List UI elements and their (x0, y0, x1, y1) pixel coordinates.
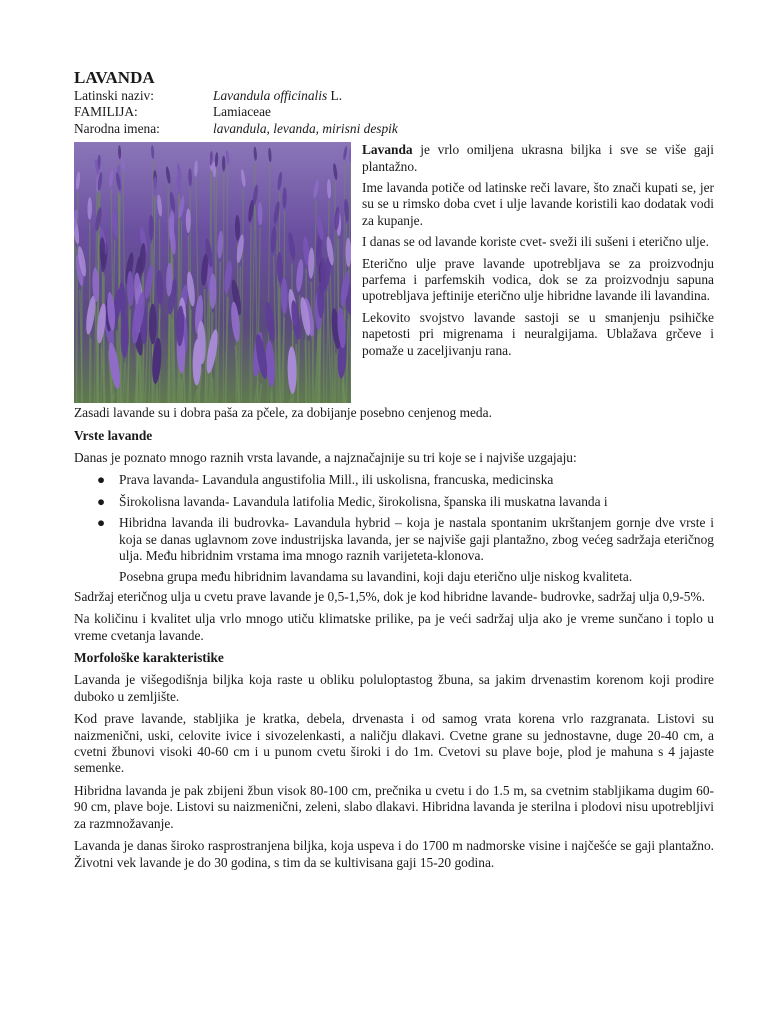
section-heading-types: Vrste lavande (74, 427, 153, 443)
morphology-paragraph: Hibridna lavanda je pak zbijeni žbun visok 80-100 cm, prečnika u cvetu i do 1.5 m, sa cvetnim stabljikama dugim 60-90 cm, plave boje. Listovi su naizmenični, zeleni, slabo dlakavi. Hibridna lavanda je sterilna i plodovi nisu upotrebljivi za razmnožavanje. (74, 782, 714, 831)
list-item (74, 472, 714, 488)
bullet-icon: ● (97, 472, 106, 488)
intro-paragraph: Eterično ulje prave lavande upotrebljava se za proizvodnju parfema i parfemskih vodica, dok se za proizvodnju sapuna upotrebljava jeftinije eterično ulje hibridne lavande ili lavandina. (362, 255, 714, 304)
lavender-stem (320, 322, 321, 403)
list-item-text: Širokolisna lavanda- Lavandula latifolia Medic, širokolisna, španska ili muskatna lavanda i (119, 493, 608, 509)
lavandin-paragraph: Posebna grupa među hibridnim lavandama su lavandini, koji daju eterično ulje niskog kvaliteta. (119, 569, 633, 585)
list-item-text: Hibridna lavanda ili budrovka- Lavandula hybrid – koja je nastala spontanim ukrštanjem gornje dve vrste i koja se danas uglavnom zove industrijska lavanda, jer se najviše gaji plantažno, zbog većeg sadržaja eteričnog ulja. Među hibridnim vrstama ima mnogo raznih varijeteta-klonova. (119, 515, 714, 564)
meta-value (213, 121, 398, 137)
intro-paragraph (362, 142, 714, 175)
lavender-spike (149, 304, 157, 345)
meta-row-latin (74, 88, 714, 104)
meta-label: Latinski naziv: (74, 88, 154, 103)
bullet-icon: ● (97, 515, 106, 531)
climate-paragraph: Na količinu i kvalitet ulja vrlo mnogo utiču klimatske prilike, pa je veći sadržaj ulja ako je vreme sunčano i toplo u vreme cvetanja lavande. (74, 611, 714, 643)
list-item-text: Prava lavanda- Lavandula angustifolia Mill., ili uskolisna, francuska, medicinska (119, 472, 554, 488)
meta-value (213, 104, 271, 120)
lavender-field-image (74, 142, 351, 403)
morphology-paragraph: Lavanda je višegodišnja biljka koja raste u obliku poluloptastog žbuna, sa jakim drvenastim korenom koji prodire duboko u zemljište. (74, 672, 714, 704)
bees-paragraph: Zasadi lavande su i dobra paša za pčele, za dobijanje posebno cenjenog meda. (74, 405, 492, 421)
morphology-paragraph: Kod prave lavande, stabljika je kratka, debela, drvenasta i od samog vrata korena vrlo razgranata. Listovi su naizmenični, uski, celovite ivice i sivozelenkasti, a naličju dlakavi. Cvetne grane su jednostavne, duge 20-40 cm, a cvetni žbunovi visoki 40-60 cm i u punom cvetu široki i do 1m. Cvetovi su plave boje, plod je mahuna s 4 jajaste semenke. (74, 711, 714, 776)
lavender-photo (74, 142, 351, 403)
meta-block (74, 88, 714, 137)
meta-row-family (74, 104, 714, 120)
types-list (74, 472, 714, 564)
page-title: LAVANDA (74, 68, 155, 87)
intro-section (74, 142, 714, 405)
lavender-stem (335, 354, 336, 404)
list-item (74, 515, 714, 564)
meta-label: Narodna imena: (74, 120, 160, 136)
bullet-icon: ● (97, 493, 106, 509)
section-heading-morphology: Morfološke karakteristike (74, 650, 224, 666)
meta-value (213, 88, 342, 104)
lavender-stem (157, 389, 158, 403)
meta-value-italic: Lavandula officinalis (213, 88, 328, 103)
meta-row-folk-names (74, 121, 714, 137)
morphology-paragraph: Lavanda je danas široko rasprostranjena biljka, koja uspeva i do 1700 m nadmorske visine i najčešće se gaji plantažno. Životni vek lavande je do 30 godina, s tim da se kultivisana gaji 15-20 godina. (74, 838, 714, 870)
meta-label: FAMILIJA: (74, 104, 138, 120)
meta-value-italic: lavandula, levanda, mirisni despik (213, 120, 398, 136)
types-lead-paragraph: Danas je poznato mnogo raznih vrsta lavande, a najznačajnije su tri koje se i najviše uzgajaju: (74, 449, 577, 465)
oil-content-paragraph: Sadržaj eteričnog ulja u cvetu prave lavande je 0,5-1,5%, dok je kod hibridne lavande- budrovke, sadržaj ulja 0,9-5%. (74, 588, 705, 604)
lavender-stem (309, 341, 310, 403)
list-item (74, 494, 714, 510)
document-page (74, 68, 714, 877)
meta-value-plain: L. (327, 88, 343, 103)
intro-paragraph: I danas se od lavande koriste cvet- sveži ili sušeni i eterično ulje. (362, 234, 709, 250)
intro-lead-rest: je vrlo omiljena ukrasna biljka i sve se više gaji plantažno. (362, 142, 714, 174)
intro-paragraph: Lekovito svojstvo lavande sastoji se u smanjenju psihičke napetosti pri migrenama i neuralgijama. Ublažava grčeve i pomaže u zaceljivanju rana. (362, 309, 714, 358)
intro-text (362, 142, 714, 364)
intro-lead-bold: Lavanda (362, 142, 413, 158)
intro-paragraph: Ime lavanda potiče od latinske reči lavare, što znači kupati se, jer su se u rimsko doba cvet i ulje lavande koristili kao dodatak vodi za kupanje. (362, 179, 714, 228)
meta-value-plain: Lamiaceae (213, 104, 271, 120)
